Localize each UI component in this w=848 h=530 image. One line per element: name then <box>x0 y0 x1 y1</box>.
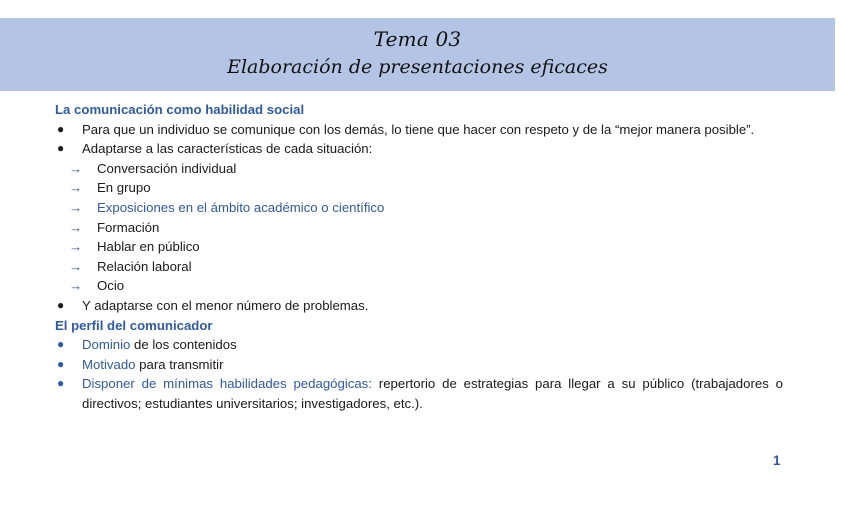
list-item <box>55 335 783 355</box>
arrow-right-icon: → <box>69 180 83 196</box>
arrow-list-situaciones <box>55 159 783 296</box>
topic-subtitle: Elaboración de presentaciones eficaces <box>227 56 608 78</box>
list-item <box>55 296 783 316</box>
list-item <box>55 355 783 375</box>
topic-title: Tema 03 <box>373 27 462 51</box>
bullet-list-comunicacion-end <box>55 296 783 316</box>
section-heading-perfil: El perfil del comunicador <box>55 317 213 333</box>
list-item <box>55 237 783 257</box>
list-item <box>55 257 783 277</box>
list-item-text: Y adaptarse con el menor número de problemas. <box>82 297 369 313</box>
list-item-text: Hablar en público <box>97 239 200 255</box>
list-item-text: Adaptarse a las características de cada situación: <box>82 141 373 157</box>
list-item-text: Ocio <box>97 278 125 294</box>
list-item-text: Conversación individual <box>97 160 237 176</box>
arrow-right-icon: → <box>69 239 83 255</box>
list-item-text: repertorio de estrategias para llegar a su público (trabajadores o directivos; estudiantes universitarios; investigadores, etc.). <box>82 376 783 411</box>
bullet-icon: ● <box>57 356 65 371</box>
list-item-keyword: Motivado <box>82 356 136 372</box>
list-item-text: Relación laboral <box>97 258 192 274</box>
bullet-icon: ● <box>57 376 65 391</box>
bullet-list-comunicacion <box>55 120 783 159</box>
bullet-icon: ● <box>57 121 65 136</box>
document-body <box>55 100 783 414</box>
section-heading-comunicacion: La comunicación como habilidad social <box>55 102 305 117</box>
list-item-text: Para que un individuo se comunique con los demás, lo tiene que hacer con respeto y de la “mejor manera posible”. <box>82 121 755 137</box>
list-item-keyword: Dominio <box>82 337 131 353</box>
list-item <box>55 159 783 179</box>
bullet-icon: ● <box>57 141 65 156</box>
list-item <box>55 139 783 159</box>
list-item-text: Formación <box>97 219 160 235</box>
list-item-text: para transmitir <box>135 356 224 372</box>
list-item <box>55 198 783 218</box>
arrow-right-icon: → <box>69 219 83 235</box>
list-item <box>55 120 783 140</box>
page-number: 1 <box>773 453 781 468</box>
bullet-icon: ● <box>57 337 65 352</box>
list-item-text: de los contenidos <box>130 337 237 353</box>
bullet-icon: ● <box>57 297 65 312</box>
arrow-right-icon: → <box>69 160 83 176</box>
arrow-right-icon: → <box>69 278 83 294</box>
list-item <box>55 178 783 198</box>
list-item-text: En grupo <box>97 180 151 196</box>
list-item <box>55 374 783 413</box>
list-item-keyword: Disponer de mínimas habilidades pedagógicas: <box>82 376 372 392</box>
list-item <box>55 276 783 296</box>
list-item <box>55 218 783 238</box>
list-item-text: Exposiciones en el ámbito académico o científico <box>97 199 385 215</box>
arrow-right-icon: → <box>69 199 83 215</box>
arrow-right-icon: → <box>69 258 83 274</box>
title-banner <box>0 18 835 91</box>
bullet-list-perfil <box>55 335 783 413</box>
